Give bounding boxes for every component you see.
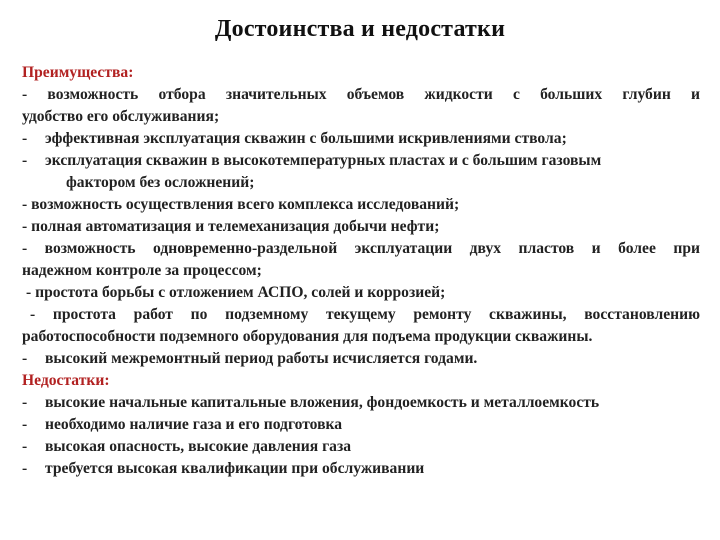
advantage-item-6-line-2: надежном контроле за процессом; [22, 262, 262, 279]
disadvantage-item-text: необходимо наличие газа и его подготовка [45, 416, 343, 433]
bullet-dash: - [22, 130, 28, 147]
bullet-dash: - [22, 394, 28, 411]
advantage-item-7: - простота борьбы с отложением АСПО, солей и коррозией; [26, 284, 446, 301]
advantage-item-2 [22, 128, 700, 150]
advantage-item-9 [22, 348, 700, 370]
advantage-item-4: - возможность осуществления всего комплекса исследований; [22, 196, 460, 213]
advantage-item-3-line-1: эксплуатация скважин в высокотемпературных пластах и с большим газовым [45, 152, 602, 169]
advantage-item-3 [22, 150, 700, 172]
disadvantage-item-text: требуется высокая квалификации при обслуживании [45, 460, 425, 477]
bullet-dash: - [22, 416, 28, 433]
advantage-item-1-line-2: удобство его обслуживания; [22, 108, 220, 125]
bullet-dash: - [22, 460, 28, 477]
advantage-item-5: - полная автоматизация и телемеханизация добычи нефти; [22, 218, 440, 235]
bullet-dash: - [22, 350, 28, 367]
advantage-item-3-line-2: фактором без осложнений; [66, 174, 255, 191]
advantage-item-2-text: эффективная эксплуатация скважин с большими искривлениями ствола; [45, 130, 567, 147]
slide-title: Достоинства и недостатки [214, 16, 506, 42]
disadvantage-item-4 [22, 458, 700, 480]
disadvantage-item-1 [22, 392, 700, 414]
disadvantage-item-text: высокие начальные капитальные вложения, фондоемкость и металлоемкость [45, 394, 600, 411]
bullet-dash: - [22, 438, 28, 455]
advantage-item-6-line-1: - возможность одновременно-раздельной эксплуатации двух пластов и более при [22, 240, 700, 257]
bullet-dash: - [22, 152, 28, 169]
disadvantages-heading: Недостатки: [22, 372, 110, 389]
advantage-item-1-line-1: - возможность отбора значительных объемов жидкости с больших глубин и [22, 86, 700, 103]
advantage-item-8-line-1: - простота работ по подземному текущему ремонту скважины, восстановлению [30, 306, 700, 323]
advantage-item-9-text: высокий межремонтный период работы исчисляется годами. [45, 350, 478, 367]
disadvantage-item-text: высокая опасность, высокие давления газа [45, 438, 352, 455]
disadvantage-item-2 [22, 414, 700, 436]
advantage-item-8-line-2: работоспособности подземного оборудования для подъема продукции скважины. [22, 328, 593, 345]
disadvantage-item-3 [22, 436, 700, 458]
advantages-heading: Преимущества: [22, 64, 134, 81]
slide-body [22, 62, 700, 480]
